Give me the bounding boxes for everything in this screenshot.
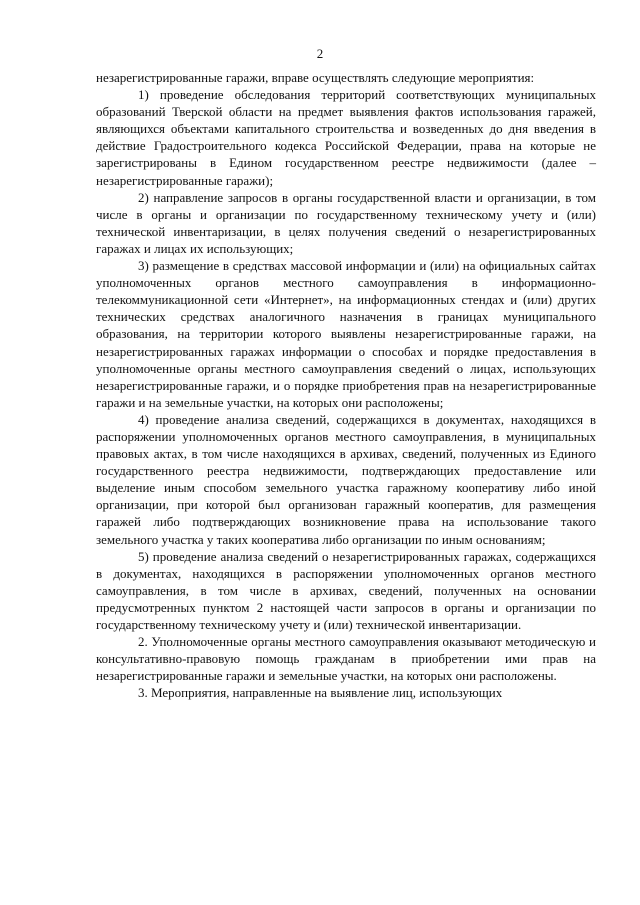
paragraph-item-5: 5) проведение анализа сведений о незарегистрированных гаражах, содержащихся в документах, находящихся в распоряжении уполномоченных органов местного самоуправления, в том числе в архивах, сведений, полученных на основании предусмотренных пунктом 2 настоящей части запросов в органы и организации по государственному техническому учету и (или) технической инвентаризации.: [96, 548, 596, 632]
paragraph-item-1: 1) проведение обследования территорий соответствующих муниципальных образований Тверской области на предмет выявления фактов использования гаражей, являющихся объектами капитального строительства и возведенных до дня введения в действие Градостроительного кодекса Российской Федерации, права на которые не зарегистрированы в Едином государственном реестре недвижимости (далее – незарегистрированные гаражи);: [96, 87, 596, 188]
paragraph-item-3: 3) размещение в средствах массовой информации и (или) на официальных сайтах уполномоченных органов местного самоуправления в информационно-телекоммуникационной сети «Интернет», на информационных стендах и (или) других технических средствах аналогичного назначения в границах муниципального образования, на территории которого выявлены незарегистрированные гаражи, на незарегистрированных гаражах информации о способах и порядке предоставления в уполномоченные органы местного самоуправления сведений о лицах, использующих незарегистрированные гаражи, и о порядке приобретения прав на незарегистрированные гаражи и на земельные участки, на которых они расположены;: [96, 258, 596, 410]
paragraph-intro: незарегистрированные гаражи, вправе осуществлять следующие мероприятия:: [96, 70, 535, 85]
paragraph-section-2: 2. Уполномоченные органы местного самоуправления оказывают методическую и консультативно-правовую помощь гражданам в приобретении ими прав на незарегистрированные гаражи и земельные участки, на которых они расположены.: [96, 634, 596, 684]
page-number: 2: [316, 46, 324, 61]
paragraph-section-3: 3. Мероприятия, направленные на выявление лиц, использующих: [138, 685, 503, 701]
paragraph-item-4: 4) проведение анализа сведений, содержащихся в документах, находящихся в распоряжении уполномоченных органов местного самоуправления, в муниципальных правовых актах, в том числе находящихся в архивах, сведений, полученных из Единого государственного реестра недвижимости, подтверждающих предоставление или выделение иным способом земельного участка гаражному кооперативу либо иной организации, при которой был организован гаражный кооператив, для размещения гаражей либо подтверждающих возникновение права на использование такого земельного участка у таких кооператива либо организации по иным основаниям;: [96, 411, 596, 547]
document-body: [96, 69, 596, 701]
paragraph-item-2: 2) направление запросов в органы государственной власти и организации, в том числе в органы и организации по государственному техническому учету и (или) технической инвентаризации, в целях получения сведений о незарегистрированных гаражах и лицах их использующих;: [96, 189, 596, 256]
